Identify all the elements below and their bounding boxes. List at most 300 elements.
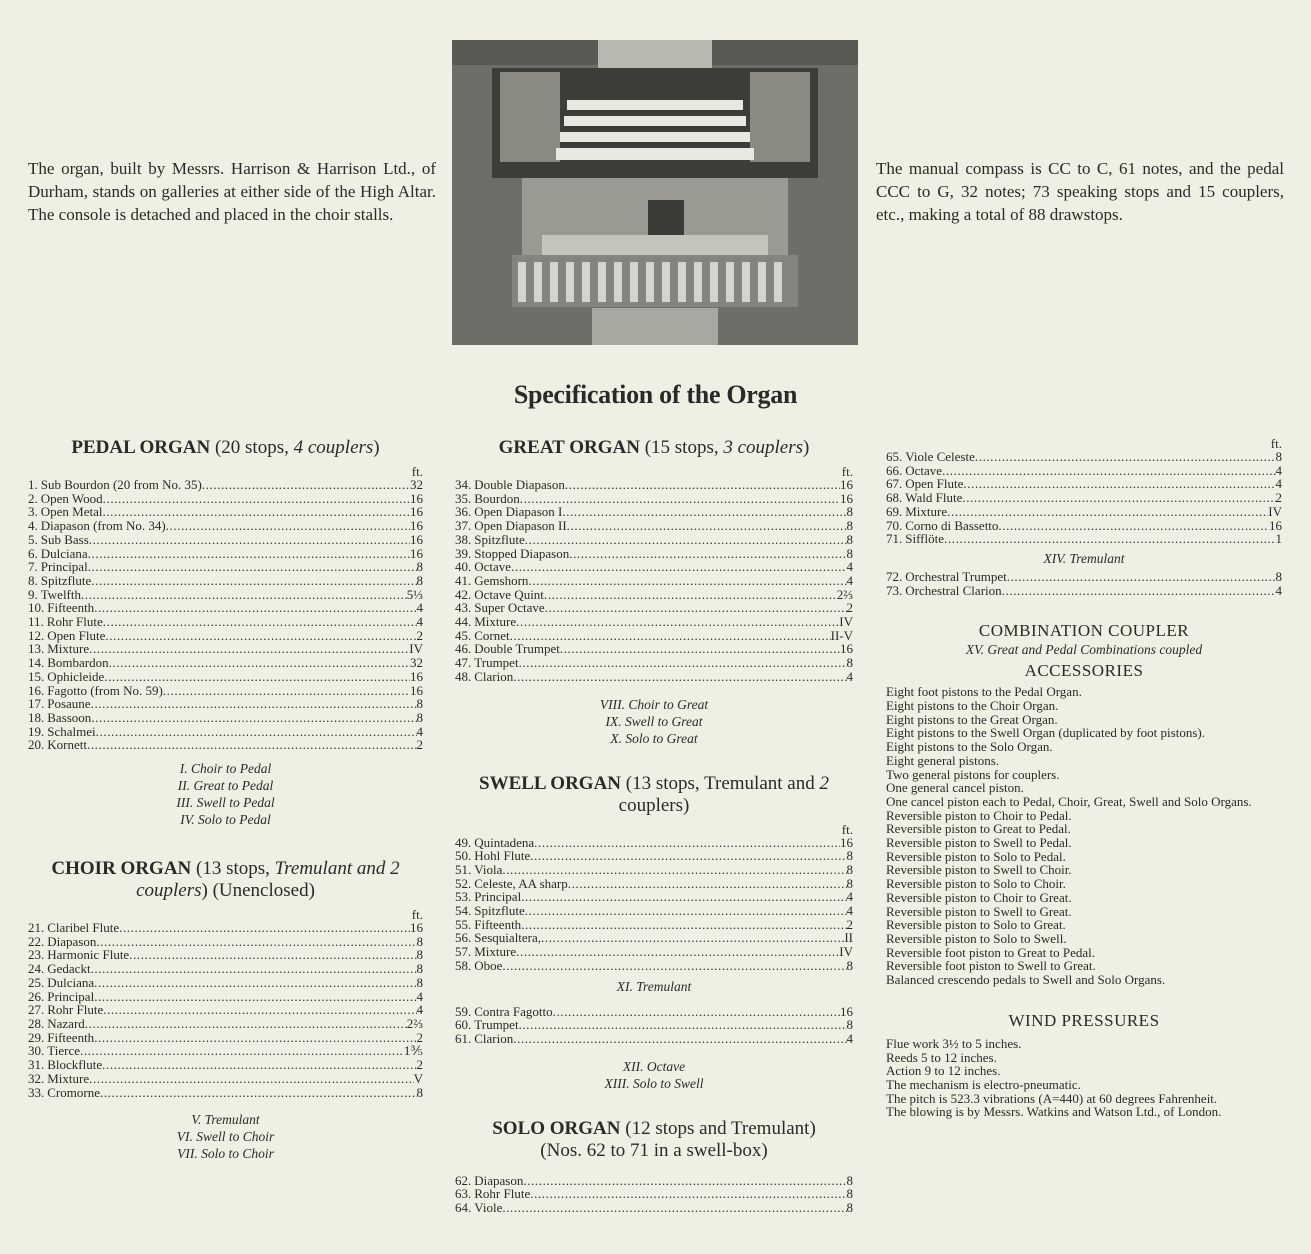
stop-name: Twelfth: [40, 586, 81, 602]
stop-row: [28, 921, 423, 935]
stop-row: [28, 1044, 423, 1058]
stop-row: [886, 584, 1282, 598]
leader-dots: [85, 1017, 407, 1031]
stop-name: Contra Fagotto: [474, 1003, 553, 1019]
wind-pressures-heading: WIND PRESSURES: [1008, 1010, 1160, 1030]
stop-row: [455, 1032, 853, 1046]
stop-number: 35.: [455, 490, 472, 506]
wind-pressure-line: Flue work 3½ to 5 inches.: [886, 1035, 1022, 1051]
stop-pitch: 8: [416, 709, 423, 725]
stop-name: Corno di Bassetto: [905, 517, 999, 533]
stop-name: Mixture: [474, 944, 517, 960]
choir-coupler-list: [28, 1111, 423, 1162]
stop-pitch: 8: [846, 861, 853, 877]
accessory-item: Reversible piston to Choir to Great.: [886, 889, 1072, 905]
stop-row: [28, 711, 423, 725]
intro-right-paragraph: The manual compass is CC to C, 61 notes, and the pedal CCC to G, 32 notes; 73 speaking stops and 15 couplers, etc., making a total of 88 drawstops.: [876, 159, 1284, 224]
stop-pitch: 2⅔: [836, 586, 853, 602]
wind-pressure-line: Action 9 to 12 inches.: [886, 1063, 1001, 1079]
stop-name: Blockflute: [47, 1057, 103, 1073]
stop-pitch: 16: [840, 477, 853, 492]
stop-pitch: 16: [840, 834, 853, 850]
accessory-item: Reversible piston to Choir to Pedal.: [886, 807, 1072, 823]
stop-row: [28, 684, 423, 698]
stop-number: 13.: [28, 641, 45, 657]
coupler-item: VIII. Choir to Great: [599, 696, 709, 712]
stop-pitch: 2: [846, 916, 853, 932]
stop-number: 49.: [455, 834, 472, 850]
stop-row: [455, 1174, 853, 1188]
stop-row: [886, 491, 1282, 505]
leader-dots: [510, 629, 831, 643]
stop-pitch: 16: [410, 545, 423, 561]
stop-pitch: 8: [416, 696, 423, 712]
stop-number: 67.: [886, 476, 903, 492]
accessory-item: Eight pistons to the Great Organ.: [886, 711, 1058, 727]
great-stop-list: [455, 478, 853, 684]
leader-dots: [545, 601, 847, 615]
leader-dots: [109, 656, 410, 670]
great-ft-label: ft.: [841, 464, 853, 479]
stop-name: Bourdon: [474, 490, 520, 506]
organ-console-photo: [452, 40, 858, 345]
stop-pitch: 16: [410, 920, 423, 936]
stop-name: Dulciana: [47, 974, 95, 990]
stop-name: Bombardon: [47, 655, 109, 671]
stop-pitch: 8: [846, 518, 853, 534]
stop-pitch: 16: [840, 490, 853, 506]
stop-row: [28, 533, 423, 547]
stop-pitch: 2: [846, 600, 853, 616]
leader-dots: [103, 615, 417, 629]
stop-row: [455, 560, 853, 574]
stop-name: Nazard: [47, 1015, 85, 1031]
leader-dots: [202, 478, 410, 492]
swell-ft-label: ft.: [841, 821, 853, 837]
stop-pitch: 8: [846, 875, 853, 891]
stop-number: 68.: [886, 490, 903, 506]
leader-dots: [105, 629, 416, 643]
leader-dots: [516, 615, 839, 629]
stop-number: 73.: [886, 582, 903, 598]
stop-name: Octave: [474, 559, 512, 575]
stop-name: Spitzflute: [474, 531, 525, 547]
stop-row: [28, 601, 423, 615]
leader-dots: [942, 464, 1275, 478]
stop-number: 14.: [28, 655, 45, 671]
stop-name: Cromorne: [47, 1084, 100, 1100]
stop-number: 44.: [455, 614, 472, 630]
leader-dots: [166, 519, 410, 533]
stop-number: 48.: [455, 668, 472, 684]
stop-row: [28, 1031, 423, 1045]
stop-name: Cornet: [474, 627, 510, 643]
accessories-heading: ACCESSORIES: [1024, 661, 1144, 681]
stop-name: Octave Quint: [474, 586, 544, 602]
wind-pressures-list: [886, 1037, 1282, 1119]
stop-name: Harmonic Flute: [47, 947, 130, 963]
stop-number: 58.: [455, 957, 472, 973]
leader-dots: [521, 918, 846, 932]
stop-pitch: 16: [840, 641, 853, 657]
stop-row: [455, 904, 853, 918]
stop-number: 27.: [28, 1002, 45, 1018]
stop-row: [28, 725, 423, 739]
leader-dots: [511, 560, 846, 574]
stop-name: Open Flute: [47, 627, 106, 643]
stop-number: 39.: [455, 545, 472, 561]
great-organ-heading: GREAT ORGAN (15 stops, 3 couplers): [498, 437, 810, 458]
combination-coupler-heading: COMBINATION COUPLER: [978, 621, 1190, 641]
stop-number: 32.: [28, 1070, 45, 1086]
stop-pitch: 8: [416, 974, 423, 990]
leader-dots: [91, 711, 416, 725]
stop-row: [28, 935, 423, 949]
pedal-organ-heading: PEDAL ORGAN (20 stops, 4 couplers): [71, 437, 380, 458]
stop-row: [28, 1058, 423, 1072]
pedal-ft-label: ft.: [411, 464, 423, 479]
leader-dots: [91, 697, 417, 711]
stop-name: Dulciana: [40, 545, 88, 561]
stop-row: [455, 547, 853, 561]
stop-number: 9.: [28, 586, 38, 602]
coupler-item: III. Swell to Pedal: [176, 795, 275, 811]
stop-row: [28, 547, 423, 561]
leader-dots: [560, 642, 840, 656]
stop-pitch: 5⅓: [406, 586, 423, 602]
coupler-item: IV. Solo to Pedal: [180, 812, 271, 828]
leader-dots: [568, 877, 847, 891]
leader-dots: [519, 656, 847, 670]
accessory-item: Eight foot pistons to the Pedal Organ.: [886, 684, 1082, 700]
leader-dots: [104, 670, 410, 684]
stop-number: 8.: [28, 572, 38, 588]
stop-name: Bassoon: [47, 709, 92, 725]
stop-pitch: 16: [410, 490, 423, 506]
leader-dots: [525, 533, 847, 547]
stop-row: [455, 478, 853, 492]
stop-pitch: 4: [416, 723, 423, 739]
stop-pitch: 2: [416, 1057, 423, 1073]
coupler-item: XIII. Solo to Swell: [604, 1075, 704, 1091]
stop-number: 60.: [455, 1017, 472, 1033]
stop-name: Open Diapason II: [474, 518, 567, 534]
stop-name: Principal: [474, 889, 522, 905]
stop-name: Octave: [905, 462, 943, 478]
stop-pitch: 4: [416, 988, 423, 1004]
stop-name: Mixture: [905, 503, 948, 519]
stop-number: 62.: [455, 1172, 472, 1188]
pedal-stop-list: [28, 478, 423, 752]
accessory-item: One cancel piston each to Pedal, Choir, Great, Swell and Solo Organs.: [886, 793, 1252, 809]
choir-stop-list: [28, 921, 423, 1099]
stop-pitch: 2: [416, 627, 423, 643]
stop-pitch: II-V: [830, 627, 853, 643]
swell-coupler-list: [455, 1058, 853, 1092]
leader-dots: [88, 547, 410, 561]
stop-number: 56.: [455, 930, 472, 946]
leader-dots: [1007, 570, 1276, 584]
stop-pitch: 2: [1275, 490, 1282, 506]
leader-dots: [944, 532, 1275, 546]
stop-row: [455, 615, 853, 629]
stop-row: [455, 588, 853, 602]
leader-dots: [947, 505, 1268, 519]
stop-number: 47.: [455, 655, 472, 671]
intro-left-paragraph: The organ, built by Messrs. Harrison & Harrison Ltd., of Durham, stands on galleries at either side of the High Altar. The console is detached and placed in the choir stalls.: [28, 159, 436, 224]
stop-row: [455, 1018, 853, 1032]
swell-reed-list: [455, 1005, 853, 1046]
stop-pitch: 4: [1275, 462, 1282, 478]
stop-name: Viole Celeste: [905, 449, 975, 464]
leader-dots: [89, 642, 409, 656]
stop-number: 36.: [455, 504, 472, 520]
stop-pitch: 8: [416, 559, 423, 575]
stop-name: Sesquialtera,: [474, 930, 542, 946]
stop-name: Stopped Diapason: [474, 545, 570, 561]
coupler-item: X. Solo to Great: [610, 730, 698, 746]
solo-organ-heading: SOLO ORGAN (12 stops and Tremulant): [492, 1117, 816, 1139]
stop-row: [455, 574, 853, 588]
leader-dots: [516, 945, 839, 959]
stop-pitch: 1⅗: [403, 1043, 423, 1059]
leader-dots: [96, 725, 417, 739]
solo-stop-list-a: [455, 1174, 853, 1215]
stop-row: [28, 615, 423, 629]
stop-number: 17.: [28, 696, 45, 712]
stop-row: [28, 505, 423, 519]
stop-pitch: 16: [840, 1003, 853, 1019]
stop-row: [28, 519, 423, 533]
stop-pitch: 8: [1275, 568, 1282, 584]
great-coupler-list: [455, 696, 853, 747]
stop-pitch: 4: [846, 1030, 853, 1046]
stop-number: 29.: [28, 1029, 45, 1045]
stop-row: [28, 642, 423, 656]
stop-name: Clarion: [474, 668, 514, 684]
stop-number: 19.: [28, 723, 45, 739]
stop-number: 7.: [28, 559, 38, 575]
stop-number: 12.: [28, 627, 45, 643]
stop-row: [455, 601, 853, 615]
stop-name: Claribel Flute: [47, 920, 120, 936]
coupler-item: VI. Swell to Choir: [176, 1129, 275, 1145]
leader-dots: [89, 533, 410, 547]
stop-number: 10.: [28, 600, 45, 616]
stop-name: Ophicleide: [47, 668, 105, 684]
stop-number: 37.: [455, 518, 472, 534]
stop-pitch: 16: [410, 668, 423, 684]
stop-number: 50.: [455, 848, 472, 864]
accessory-item: One general cancel piston.: [886, 780, 1024, 796]
stop-name: Fagotto (from No. 59): [47, 682, 163, 698]
stop-name: Mixture: [47, 641, 90, 657]
stop-pitch: IV: [839, 614, 853, 630]
stop-row: [455, 931, 853, 945]
stop-name: Double Diapason: [474, 477, 565, 492]
stop-name: Orchestral Clarion: [905, 582, 1002, 598]
leader-dots: [103, 492, 410, 506]
stop-pitch: 8: [416, 572, 423, 588]
stop-pitch: 8: [846, 545, 853, 561]
stop-name: Quintadena: [474, 834, 535, 850]
stop-row: [28, 574, 423, 588]
stop-name: Rohr Flute: [47, 1002, 104, 1018]
stop-number: 20.: [28, 737, 45, 753]
stop-name: Diapason: [47, 933, 97, 949]
solo-stop-list-b: [886, 450, 1282, 546]
stop-number: 45.: [455, 627, 472, 643]
pedal-organ-name: PEDAL ORGAN: [71, 437, 211, 458]
stop-number: 42.: [455, 586, 472, 602]
leader-dots: [565, 478, 840, 492]
leader-dots: [562, 505, 846, 519]
stop-row: [28, 976, 423, 990]
stop-name: Spitzflute: [40, 572, 92, 588]
stop-name: Open Flute: [905, 476, 964, 492]
accessory-item: Reversible piston to Swell to Pedal.: [886, 835, 1072, 851]
stop-pitch: IV: [1268, 503, 1282, 519]
leader-dots: [119, 921, 410, 935]
stop-name: Open Wood: [40, 490, 103, 506]
leader-dots: [81, 588, 407, 602]
swell-organ-name: SWELL ORGAN: [479, 772, 622, 794]
choir-ft-label: ft.: [411, 907, 423, 923]
wind-pressure-line: The mechanism is electro-pneumatic.: [886, 1076, 1081, 1092]
stop-number: 2.: [28, 490, 38, 506]
stop-pitch: 4: [846, 889, 853, 905]
accessory-item: Eight general pistons.: [886, 752, 1000, 768]
stop-name: Diapason: [474, 1172, 524, 1188]
stop-name: Sub Bourdon (20 from No. 35): [40, 477, 202, 492]
column-left: [28, 437, 423, 1162]
stop-pitch: 8: [846, 504, 853, 520]
choir-organ-heading: CHOIR ORGAN (13 stops, Tremulant and 2 couplers) (Unenclosed): [51, 858, 400, 902]
stop-number: 30.: [28, 1043, 45, 1059]
stop-row: [455, 877, 853, 891]
leader-dots: [502, 863, 846, 877]
stop-pitch: 8: [846, 1017, 853, 1033]
stop-pitch: 2: [416, 737, 423, 753]
leader-dots: [521, 890, 846, 904]
leader-dots: [94, 1031, 416, 1045]
stop-pitch: 4: [416, 600, 423, 616]
accessory-item: Reversible piston to Solo to Great.: [886, 917, 1066, 933]
leader-dots: [87, 738, 417, 752]
stop-pitch: 4: [846, 572, 853, 588]
stop-number: 61.: [455, 1030, 472, 1046]
stop-row: [455, 656, 853, 670]
stop-number: 31.: [28, 1057, 45, 1073]
stop-number: 54.: [455, 903, 472, 919]
leader-dots: [962, 491, 1275, 505]
stop-pitch: 16: [410, 682, 423, 698]
stop-pitch: 1: [1275, 531, 1282, 547]
stop-number: 38.: [455, 531, 472, 547]
accessory-item: Eight pistons to the Choir Organ.: [886, 698, 1059, 714]
leader-dots: [975, 450, 1276, 464]
accessory-item: Two general pistons for couplers.: [886, 766, 1060, 782]
stop-row: [28, 670, 423, 684]
stop-pitch: IV: [409, 641, 423, 657]
stop-pitch: 16: [410, 518, 423, 534]
stop-row: [28, 990, 423, 1004]
stop-pitch: 4: [846, 668, 853, 684]
stop-pitch: 8: [846, 531, 853, 547]
stop-number: 3.: [28, 504, 38, 520]
stop-number: 15.: [28, 668, 45, 684]
stop-row: [886, 570, 1282, 584]
stop-row: [28, 697, 423, 711]
leader-dots: [94, 976, 416, 990]
stop-row: [455, 1005, 853, 1019]
stop-row: [455, 945, 853, 959]
wind-pressure-line: Reeds 5 to 12 inches.: [886, 1049, 997, 1065]
stop-number: 11.: [28, 614, 44, 630]
solo-tremulant: XIV. Tremulant: [1043, 550, 1125, 566]
stop-number: 28.: [28, 1015, 45, 1031]
leader-dots: [523, 1174, 846, 1188]
stop-name: Sub Bass: [40, 531, 89, 547]
stop-name: Rohr Flute: [46, 614, 103, 630]
stop-row: [455, 629, 853, 643]
stop-pitch: 4: [846, 559, 853, 575]
stop-number: 71.: [886, 531, 903, 547]
stop-number: 69.: [886, 503, 903, 519]
stop-pitch: 2⅔: [406, 1015, 423, 1031]
leader-dots: [502, 959, 846, 973]
leader-dots: [569, 547, 846, 561]
accessory-item: Reversible piston to Swell to Great.: [886, 903, 1072, 919]
accessory-item: Reversible foot piston to Swell to Great.: [886, 958, 1096, 974]
stop-name: Fifteenth: [47, 1029, 95, 1045]
stop-name: Fifteenth: [47, 600, 95, 616]
stop-row: [886, 532, 1282, 546]
stop-name: Orchestral Trumpet: [905, 568, 1007, 584]
coupler-item: II. Great to Pedal: [177, 778, 274, 794]
stop-pitch: 8: [416, 947, 423, 963]
stop-number: 64.: [455, 1200, 472, 1216]
stop-pitch: 8: [846, 1186, 853, 1202]
stop-row: [455, 836, 853, 850]
stop-name: Spitzflute: [474, 903, 525, 919]
leader-dots: [502, 1201, 846, 1215]
stop-row: [28, 948, 423, 962]
stop-number: 59.: [455, 1003, 472, 1019]
stop-pitch: 8: [846, 655, 853, 671]
stop-pitch: 4: [416, 1002, 423, 1018]
stop-name: Gemshorn: [474, 572, 529, 588]
swell-tremulant: XI. Tremulant: [616, 978, 692, 994]
leader-dots: [96, 935, 416, 949]
stop-pitch: 16: [410, 531, 423, 547]
leader-dots: [519, 1018, 847, 1032]
combination-coupler-item: XV. Great and Pedal Combinations coupled: [965, 642, 1203, 658]
stop-name: Tierce: [47, 1043, 80, 1059]
stop-number: 51.: [455, 861, 472, 877]
wind-pressure-line: The pitch is 523.3 vibrations (A=440) at 60 degrees Fahrenheit.: [886, 1090, 1218, 1106]
stop-number: 55.: [455, 916, 472, 932]
stop-pitch: 8: [846, 1172, 853, 1188]
stop-row: [455, 519, 853, 533]
stop-pitch: 8: [846, 848, 853, 864]
leader-dots: [102, 1058, 416, 1072]
leader-dots: [91, 574, 416, 588]
stop-name: Schalmei: [47, 723, 96, 739]
stop-pitch: 4: [1275, 582, 1282, 598]
leader-dots: [94, 990, 416, 1004]
stop-pitch: 8: [846, 957, 853, 973]
